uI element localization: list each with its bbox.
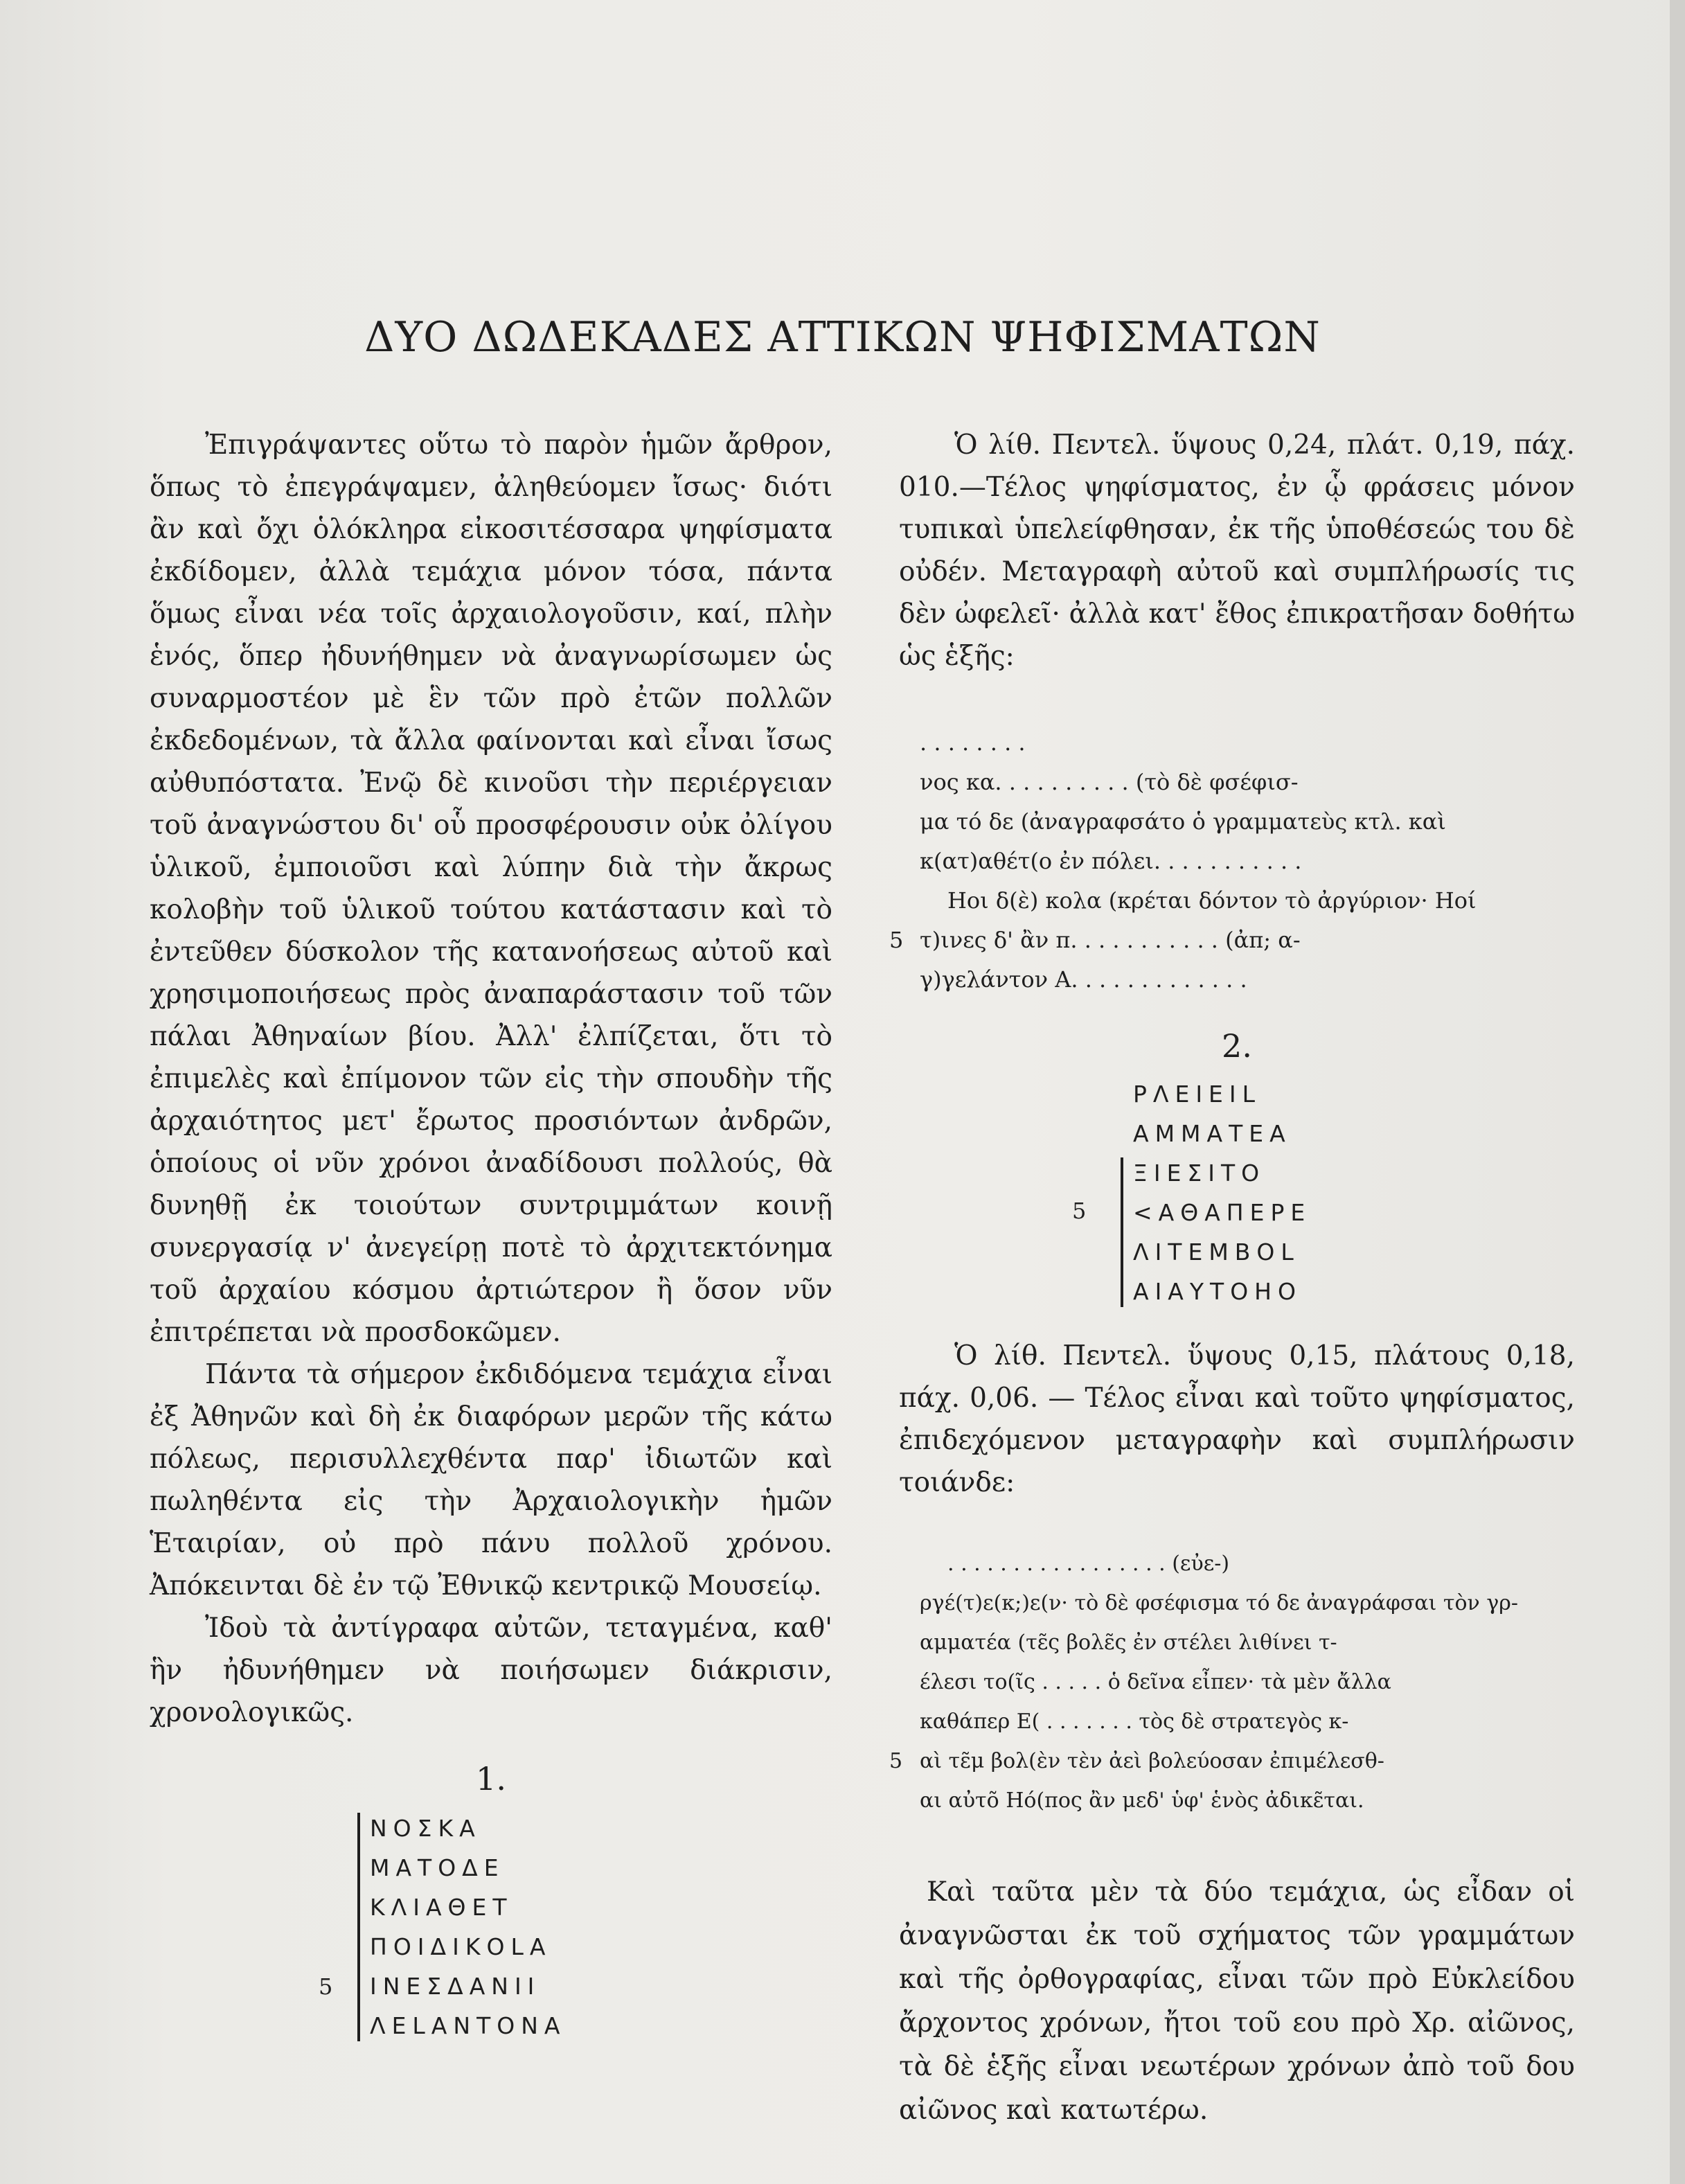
inscription-1-line: ΙΝΕΣΔΑΝΙΙ (370, 1973, 541, 2000)
inscription-1-line-number: 5 (319, 1973, 333, 2000)
transcription-1-line: γ)γελάντον Α. . . . . . . . . . . . . (920, 966, 1247, 993)
inscription-1-line: ΜΑΤΟΔΕ (370, 1854, 505, 1881)
inscription-1-edge (357, 1813, 360, 2041)
transcription-2-line: αμματέα (τε̃ς βολε̃ς ἐν στέλει λιθίνει τ- (920, 1631, 1337, 1655)
transcription-1-line: Ηοι δ(ὲ) κολα (κρέται δόντον τὸ ἀργύριον· Ηοί (947, 887, 1477, 914)
left-paragraph-1: Ἐπιγράψαντες οὕτω τὸ παρὸν ἡμῶν ἄρθρον, ὅπως τὸ ἐπεγράψαμεν, ἀληθεύομεν ἴσως· διότι ἂν καὶ ὄχι ὁλόκληρα εἰκοσιτέσσαρα ψηφίσματα ἐκδίδομεν, ἀλλὰ τεμάχια μόνον τόσα, πάντα ὅμως εἶναι νέα τοῖς ἀρχαιολογοῦσιν, καί, πλὴν ἑνός, ὅπερ ἠδυνήθημεν νὰ ἀναγνωρίσωμεν ὡς συναρμοστέον μὲ ἓν τῶν πρὸ ἐτῶν πολλῶν ἐκδεδομένων, τὰ ἄλλα φαίνονται καὶ εἶναι ἴσως αὐθυπόστατα. Ἐνῷ δὲ κινοῦσι τὴν περιέργειαν τοῦ ἀναγνώστου δι' οὗ προσφέρουσιν οὐκ ὀλίγου ὑλικοῦ, ἐμποιοῦσι καὶ λύπην διὰ τὴν ἄκρως κολοβὴν τοῦ ὑλικοῦ τούτου κατάστασιν καὶ τὸ ἐντεῦθεν δύσκολον τῆς κατανοήσεως αὐτοῦ καὶ χρησιμοποιήσεως πρὸς ἀναπαράστασιν τοῦ τῶν πάλαι Ἀθηναίων βίου. Ἀλλ' ἐλπίζεται, ὅτι τὸ ἐπιμελὲς καὶ ἐπίμονον τῶν εἰς τὴν σπουδὴν τῆς ἀρχαιότητος μετ' ἔρωτος προσιόντων ἀνδρῶν, ὁποίους οἱ νῦν χρόνοι ἀναδίδουσι πολλούς, θὰ δυνηθῇ ἐκ τοιούτων συντριμμάτων κοινῇ συνεργασίᾳ ν' ἀνεγείρῃ ποτὲ τὸ ἀρχιτεκτόνημα τοῦ ἀρχαίου κόσμου ἀρτιώτερον ἢ ὅσον νῦν ἐπιτρέπεται νὰ προσδοκῶμεν. (150, 429, 832, 1348)
inscription-2-line-number: 5 (1072, 1198, 1087, 1224)
inscription-2-line: <ΑΘΑΠΕΡΕ (1133, 1199, 1312, 1226)
inscription-1 (357, 1809, 832, 2045)
transcription-2-line-number: 5 (889, 1749, 903, 1773)
transcription-2 (889, 1544, 1575, 1820)
inscription-2-line: ΡΛΕΙΕΙL (1133, 1081, 1262, 1108)
transcription-1-line: 5 τ)ινες δ' ἂν π. . . . . . . . . . . (ἀπ; α- (920, 921, 1575, 960)
inscription-2-line: ΑΙΑΥΤΟΗΟ (1133, 1278, 1302, 1305)
right-column (889, 424, 1575, 2132)
inscription-2-edge (1121, 1157, 1123, 1307)
article-title: ΔΥΟ ΔΩΔΕΚΑΔΕΣ ΑΤΤΙΚΩΝ ΨΗΦΙΣΜΑΤΩΝ (364, 313, 1321, 362)
inscription-2-line: ΞΙΕΣΙΤΟ (1133, 1160, 1266, 1187)
transcription-1-line-number: 5 (889, 927, 904, 953)
left-paragraph-2: Πάντα τὰ σήμερον ἐκδιδόμενα τεμάχια εἶναι ἐξ Ἀθηνῶν καὶ δὴ ἐκ διαφόρων μερῶν τῆς κάτω πόλεως, περισυλλεχθέντα παρ' ἰδιωτῶν καὶ πωληθέντα εἰς τὴν Ἀρχαιολογικὴν ἡμῶν Ἑταιρίαν, οὐ πρὸ πάνυ πολλοῦ χρόνου. Ἀπόκεινται δὲ ἐν τῷ Ἐθνικῷ κεντρικῷ Μουσείῳ. (150, 1359, 832, 1601)
transcription-2-line: . . . . . . . . . . . . . . . . . (εὐε-) (947, 1552, 1230, 1576)
left-paragraph-3: Ἰδοὺ τὰ ἀντίγραφα αὐτῶν, τεταγμένα, καθ' ἣν ἠδυνήθημεν νὰ ποιήσωμεν διάκρισιν, χρονολογικῶς. (150, 1613, 832, 1728)
right-paragraph-2: Ὁ λίθ. Πεντελ. ὕψους 0,15, πλάτους 0,18, πάχ. 0,06. — Τέλος εἶναι καὶ τοῦτο ψηφίσματος, ἐπιδεχόμενον μεταγραφὴν καὶ συμπλήρωσιν τοιάνδε: (899, 1340, 1575, 1498)
transcription-2-line: 5 αὶ τε̃μ βολ(ὲν τὲν ἀεὶ βολεύοσαν ἐπιμέλεσθ- (920, 1741, 1575, 1781)
section-2-number: 2. (1222, 1027, 1252, 1065)
transcription-1-line: νος κα. . . . . . . . . . (τὸ δὲ φσέφισ- (920, 769, 1299, 795)
left-column (150, 424, 832, 2045)
inscription-1-line: ΠΟΙΔΙΚΟLΑ (370, 1933, 552, 1960)
section-1-number: 1. (476, 1760, 506, 1797)
inscription-2-line: ΛΙΤΕΜΒΟL (1133, 1239, 1300, 1266)
transcription-2-line: αι αὐτõ Ηό(πος ἂν μεδ' ὑφ' ἑνὸς ἀδικε̃ται. (920, 1788, 1364, 1813)
transcription-1-line: κ(ατ)αθέτ(ο ἐν πόλει. . . . . . . . . . . (920, 848, 1302, 874)
right-paragraph-3: Καὶ ταῦτα μὲν τὰ δύο τεμάχια, ὡς εἶδαν οἱ ἀναγνῶσται ἐκ τοῦ σχήματος τῶν γραμμάτων καὶ τῆς ὀρθογραφίας, εἶναι τῶν πρὸ Εὐκλείδου ἄρχοντος χρόνων, ἤτοι τοῦ εου πρὸ Χρ. αἰῶνος, τὰ δὲ ἑξῆς εἶναι νεωτέρων χρόνων ἀπὸ τοῦ δου αἰῶνος καὶ κατωτέρω. (899, 1876, 1575, 2126)
transcription-2-line: ργέ(τ)ε(κ;)ε(ν· τὸ δὲ φσέφισμα τό δε ἀναγράφσαι τὸν γρ- (920, 1591, 1519, 1615)
transcription-1-line: . . . . . . . . (920, 729, 1026, 756)
inscription-1-line: ΝΟΣΚΑ (370, 1815, 481, 1842)
right-paragraph-1: Ὁ λίθ. Πεντελ. ὕψους 0,24, πλάτ. 0,19, πάχ. 010.—Τέλος ψηφίσματος, ἐν ᾧ φράσεις μόνον τυπικαὶ ὑπελείφθησαν, ἐκ τῆς ὑποθέσεώς του δὲ οὐδέν. Μεταγραφὴ αὐτοῦ καὶ συμπλήρωσίς τις δὲν ὠφελεῖ· ἀλλὰ κατ' ἔθος ἐπικρατῆσαν δοθήτω ὡς ἑξῆς: (899, 429, 1575, 672)
transcription-2-line: έλεσι το(ῖς . . . . . ὁ δεῖνα εἶπεν· τὰ μὲν ἄλλα (920, 1670, 1391, 1694)
inscription-1-line: ΛΕLΑΝΤΟΝΑ (370, 2012, 567, 2039)
inscription-1-line: ΚΛΙΑΘΕΤ (370, 1894, 513, 1921)
inscription-2 (1121, 1074, 1575, 1311)
transcription-1-line: μα τό δε (ἀναγραφσάτο ὁ γραμματεὺς κτλ. καὶ (920, 808, 1446, 835)
inscription-2-line: ΑΜΜΑΤΕΑ (1133, 1120, 1292, 1147)
transcription-1 (889, 723, 1575, 1000)
transcription-2-line: καθάπερ Ε( . . . . . . . τὸς δὲ στρατεγὸς κ- (920, 1710, 1349, 1734)
